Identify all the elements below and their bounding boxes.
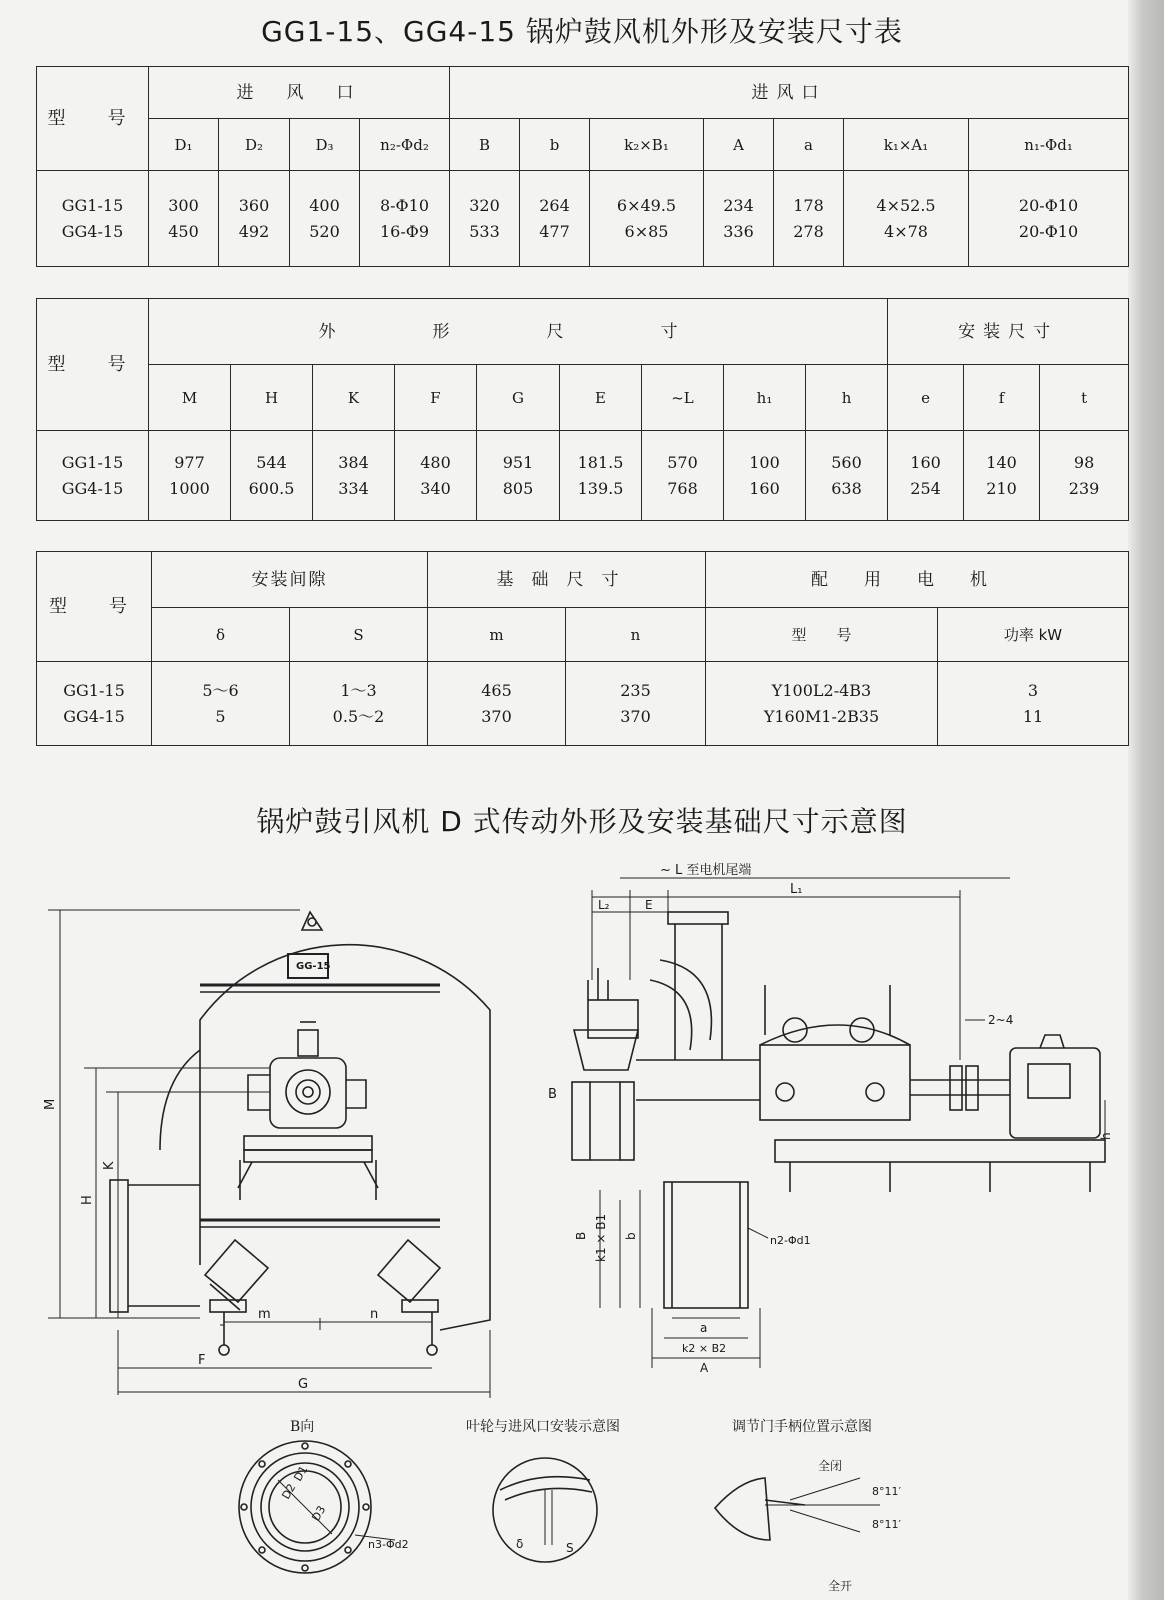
impeller-inlet-view <box>493 1458 597 1562</box>
dim-label-A: A <box>700 1361 709 1375</box>
value-cell: 384 334 <box>313 431 395 521</box>
angle-label-1: 8°11′ <box>872 1485 901 1498</box>
col-header: δ <box>152 608 290 662</box>
group-header-inlet-left: 进 风 口 <box>149 67 450 119</box>
col-header: D₃ <box>290 119 360 171</box>
col-header: S <box>290 608 428 662</box>
dim-label-M: M <box>43 1098 58 1110</box>
col-header: H <box>231 365 313 431</box>
dim-label-a: a <box>700 1321 708 1335</box>
value-cell: 570 768 <box>642 431 724 521</box>
value-cell: 465 370 <box>428 662 566 746</box>
dim-label-B-vertical: B <box>574 1231 588 1240</box>
value-cell: 560 638 <box>806 431 888 521</box>
dim-label-H: H <box>80 1195 95 1205</box>
right-dimensions <box>592 878 1105 1368</box>
model-cell: GG1-15 GG4-15 <box>37 662 152 746</box>
col-header: G <box>477 365 560 431</box>
dim-label-F: F <box>198 1353 206 1368</box>
dim-label-L-note: ~ L 至电机尾端 <box>660 863 752 878</box>
col-header: F <box>395 365 477 431</box>
dim-label-b: b <box>624 1232 638 1240</box>
dim-label-delta: δ <box>516 1537 524 1551</box>
group-header-inlet-right: 进风口 <box>450 67 1129 119</box>
model-header: 型 号 <box>37 552 152 662</box>
dim-label-D2: D2 <box>279 1481 299 1502</box>
label-fully-closed: 全闭 <box>818 1459 843 1473</box>
dim-label-L2: L₂ <box>598 898 610 912</box>
group-header-outline: 外 形 尺 寸 <box>149 299 888 365</box>
value-cell: 1～3 0.5～2 <box>290 662 428 746</box>
dim-label-D3: D3 <box>309 1503 329 1524</box>
angle-label-2: 8°11′ <box>872 1518 901 1531</box>
col-header: K <box>313 365 395 431</box>
label-fully-open: 全开 <box>828 1579 853 1593</box>
nameplate-label: GG-15 <box>296 961 331 972</box>
dim-label-k2B2: k2 × B2 <box>682 1342 727 1355</box>
table-title: GG1-15、GG4-15 锅炉鼓风机外形及安装尺寸表 <box>261 15 903 48</box>
dim-label-h: h <box>1099 1132 1113 1140</box>
value-cell: 977 1000 <box>149 431 231 521</box>
value-cell: 160 254 <box>888 431 964 521</box>
dim-label-S: S <box>566 1541 574 1555</box>
dim-label-n2d1: n2-Φd1 <box>770 1234 811 1247</box>
value-cell: 951 805 <box>477 431 560 521</box>
col-header: n₁-Φd₁ <box>969 119 1129 171</box>
value-cell: 3 11 <box>938 662 1129 746</box>
col-header: h <box>806 365 888 431</box>
value-cell: 235 370 <box>566 662 706 746</box>
dim-label-G: G <box>298 1377 309 1392</box>
value-cell: 20-Φ10 20-Φ10 <box>969 171 1129 267</box>
model-header: 型 号 <box>37 67 149 171</box>
col-header: 功率 kW <box>938 608 1129 662</box>
dim-label-gap: 2~4 <box>988 1013 1014 1027</box>
damper-handle-view <box>715 1478 880 1540</box>
col-header: ~L <box>642 365 724 431</box>
value-cell: 234 336 <box>704 171 774 267</box>
fan-front-view <box>110 912 490 1355</box>
value-cell: 4×52.5 4×78 <box>844 171 969 267</box>
dim-label-m: m <box>258 1307 271 1322</box>
col-header: t <box>1040 365 1129 431</box>
value-cell: 320 533 <box>450 171 520 267</box>
group-header-foundation: 基础尺寸 <box>428 552 706 608</box>
value-cell: 98 239 <box>1040 431 1129 521</box>
group-header-clearance: 安装间隙 <box>152 552 428 608</box>
caption-view-b: B向 <box>290 1419 315 1435</box>
value-cell: 178 278 <box>774 171 844 267</box>
value-cell: 544 600.5 <box>231 431 313 521</box>
model-header: 型 号 <box>37 299 149 431</box>
dim-label-E: E <box>645 898 653 912</box>
col-header: E <box>560 365 642 431</box>
caption-handle: 调节门手柄位置示意图 <box>732 1419 872 1435</box>
fan-side-view <box>572 912 1105 1308</box>
value-cell: 100 160 <box>724 431 806 521</box>
col-header: k₂×B₁ <box>590 119 704 171</box>
value-cell: 300 450 <box>149 171 219 267</box>
col-header: B <box>450 119 520 171</box>
dim-label-L1: L₁ <box>790 882 803 897</box>
value-cell: Y100L2-4B3 Y160M1-2B35 <box>706 662 938 746</box>
group-header-motor: 配用电机 <box>706 552 1129 608</box>
value-cell: 8-Φ10 16-Φ9 <box>360 171 450 267</box>
col-header: M <box>149 365 231 431</box>
col-header: h₁ <box>724 365 806 431</box>
model-cell: GG1-15 GG4-15 <box>37 431 149 521</box>
col-header: b <box>520 119 590 171</box>
left-dimensions <box>48 910 490 1398</box>
col-header: 型 号 <box>706 608 938 662</box>
value-cell: 181.5 139.5 <box>560 431 642 521</box>
col-header: e <box>888 365 964 431</box>
col-header: n <box>566 608 706 662</box>
col-header: D₂ <box>219 119 290 171</box>
value-cell: 140 210 <box>964 431 1040 521</box>
value-cell: 6×49.5 6×85 <box>590 171 704 267</box>
value-cell: 264 477 <box>520 171 590 267</box>
col-header: n₂-Φd₂ <box>360 119 450 171</box>
col-header: k₁×A₁ <box>844 119 969 171</box>
value-cell: 360 492 <box>219 171 290 267</box>
dim-label-D1: D1 <box>291 1463 311 1484</box>
col-header: f <box>964 365 1040 431</box>
col-header: m <box>428 608 566 662</box>
dim-label-B: B <box>548 1087 557 1102</box>
col-header: a <box>774 119 844 171</box>
drawing-title: 锅炉鼓引风机 D 式传动外形及安装基础尺寸示意图 <box>256 805 908 838</box>
value-cell: 480 340 <box>395 431 477 521</box>
model-cell: GG1-15 GG4-15 <box>37 171 149 267</box>
dim-label-n3d2: n3-Φd2 <box>368 1538 409 1551</box>
value-cell: 400 520 <box>290 171 360 267</box>
group-header-install: 安装尺寸 <box>888 299 1129 365</box>
dim-label-n: n <box>370 1307 379 1322</box>
dim-label-k1B1: k1 × B1 <box>594 1213 608 1262</box>
caption-impeller: 叶轮与进风口安装示意图 <box>466 1419 620 1435</box>
value-cell: 5～6 5 <box>152 662 290 746</box>
col-header: D₁ <box>149 119 219 171</box>
col-header: A <box>704 119 774 171</box>
dim-label-K: K <box>102 1161 117 1170</box>
